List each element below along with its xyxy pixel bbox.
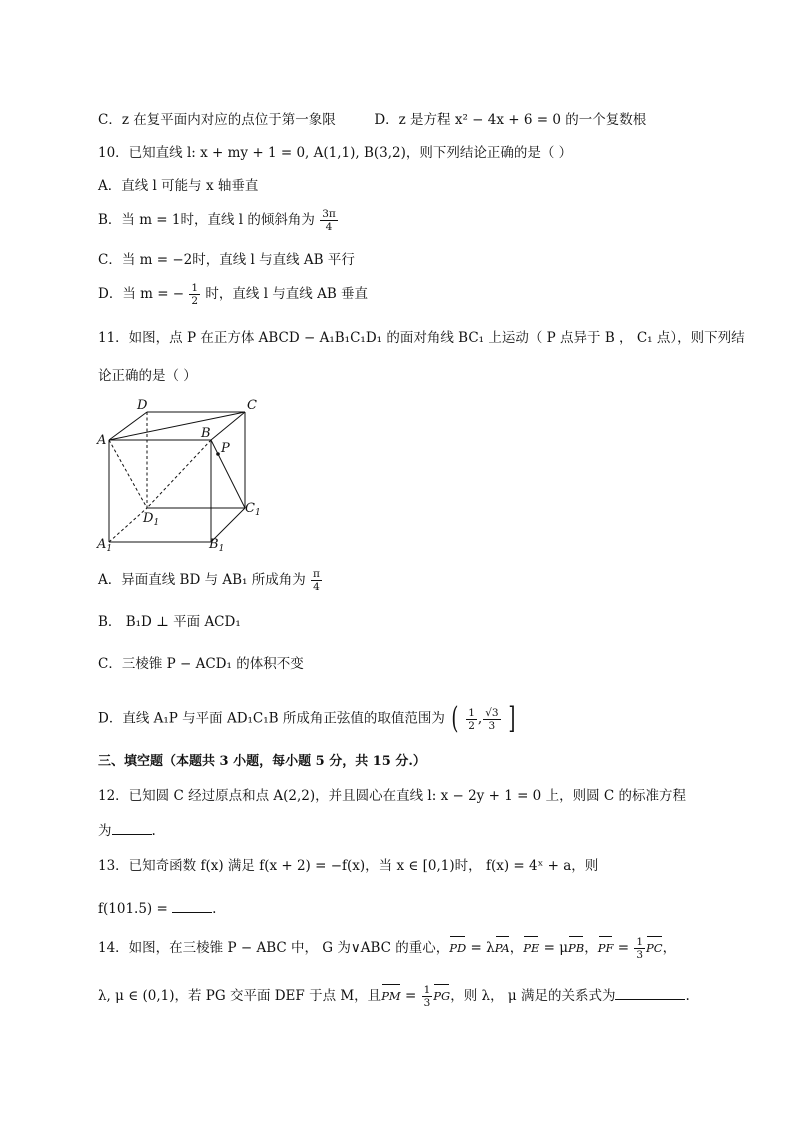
q14-line2 (98, 984, 690, 1009)
q11-option-d-text: D．直线 A₁P 与平面 AD₁C₁B 所成角正弦值的取值范围为 (98, 710, 445, 727)
q14-line2-tail: ，则 λ， μ 满足的关系式为 (450, 988, 616, 1004)
interval-close-bracket: ] (508, 701, 516, 736)
fraction-denominator: 3 (636, 949, 644, 961)
q14-comma2: ， (584, 940, 598, 956)
q14-eq1: = λ (466, 940, 495, 956)
q12-answer-blank[interactable] (112, 820, 152, 835)
vec-pg: PG (433, 986, 450, 1006)
label-b1-letter: B (209, 537, 219, 552)
vec-pe: PE (523, 938, 539, 958)
interval-comma: , (477, 710, 483, 727)
cube-figure (95, 392, 270, 552)
fraction-denominator: 2 (468, 719, 475, 732)
vec-pf: PF (598, 938, 614, 958)
q9-options-row (98, 110, 646, 130)
q13-line2: f(101.5) = . (98, 898, 216, 919)
q14-fraction-1 (634, 936, 645, 961)
label-b1 (208, 537, 224, 552)
q10-option-c: C．当 m = −2时，直线 l 与直线 AB 平行 (98, 252, 355, 268)
interval-upper-fraction (483, 707, 500, 732)
label-d: D (137, 398, 148, 413)
q10-option-b-fraction (320, 208, 338, 233)
q13-line2-text: f(101.5) = (98, 901, 168, 917)
vec-pc: PC (646, 938, 663, 958)
vec-pm: PM (381, 986, 401, 1006)
q9-option-c: C．z 在复平面内对应的点位于第一象限 (98, 112, 336, 128)
label-a1 (96, 537, 112, 552)
q14-comma1: ， (509, 940, 524, 956)
interval-open-paren: ( (451, 701, 459, 736)
fraction-numerator: 1 (636, 936, 644, 948)
vec-pa: PA (495, 938, 510, 958)
label-d1-sub: 1 (153, 518, 160, 528)
q12-line2-text: 为 (98, 823, 112, 839)
q11-option-d (98, 701, 518, 736)
label-d1-letter: D (143, 511, 154, 526)
q14-comma3: ， (662, 940, 677, 956)
q11-option-a-text: A．异面直线 BD 与 AB₁ 所成角为 (98, 572, 306, 588)
q10-option-b-text: B．当 m = 1时，直线 l 的倾斜角为 (98, 212, 315, 228)
label-c1-sub: 1 (254, 508, 261, 518)
q10-option-a: A．直线 l 可能与 x 轴垂直 (98, 178, 259, 194)
q10-option-d (98, 282, 368, 307)
q11-stem-line1: 11．如图，点 P 在正方体 ABCD − A₁B₁C₁D₁ 的面对角线 BC₁ 上运动（ P 点异于 B ， C₁ 点），则下列结 (98, 330, 745, 346)
interval-lower-fraction (466, 707, 477, 732)
edge-bc (211, 412, 245, 440)
fraction-numerator: π (313, 568, 320, 580)
q14-eq4: = (400, 988, 421, 1004)
q11-option-b: B． B₁D ⊥ 平面 ACD₁ (98, 614, 241, 630)
fraction-denominator: 2 (191, 295, 199, 307)
q10-stem: 10．已知直线 l: x + my + 1 = 0, A(1,1), B(3,2)，则下列结论正确的是（ ） (98, 145, 573, 161)
fraction-numerator: 1 (191, 282, 199, 294)
fraction-numerator: 3π (322, 208, 336, 220)
point-p (216, 452, 220, 456)
q14-eq3: = (613, 940, 634, 956)
fraction-numerator: 1 (423, 984, 431, 996)
q9-option-d: D．z 是方程 x² − 4x + 6 = 0 的一个复数根 (374, 112, 647, 128)
fraction-denominator: 3 (423, 997, 431, 1009)
fraction-denominator: 4 (325, 221, 333, 233)
edge-a1d1-hidden (109, 508, 147, 542)
q10-option-d-fraction (189, 282, 200, 307)
fraction-numerator: √3 (485, 706, 499, 719)
q14-line1 (98, 936, 676, 961)
section-3-title: 三、填空题（本题共 3 小题，每小题 5 分，共 15 分.） (98, 754, 426, 769)
q12-line2: 为 . (98, 820, 156, 841)
q14-eq2: = μ (539, 940, 569, 956)
fraction-denominator: 4 (313, 581, 320, 593)
label-d1 (142, 511, 159, 528)
q13-answer-blank[interactable] (172, 898, 212, 913)
label-b1-sub: 1 (218, 544, 225, 552)
q14-line1-text: 14．如图，在三棱锥 P − ABC 中， G 为∨ABC 的重心， (98, 940, 450, 956)
q10-option-d-tail: 时，直线 l 与直线 AB 垂直 (205, 286, 369, 302)
q14-fraction-2 (422, 984, 433, 1009)
label-c1 (245, 501, 261, 518)
label-c: C (247, 398, 257, 413)
fraction-numerator: 1 (468, 706, 475, 719)
fraction-denominator: 3 (488, 719, 496, 732)
q13-line1: 13．已知奇函数 f(x) 满足 f(x + 2) = −f(x)，当 x ∈ [0,1)时， f(x) = 4ˣ + a，则 (98, 858, 599, 874)
label-a1-letter: A (97, 537, 107, 552)
q11-stem-line2: 论正确的是（ ） (98, 368, 197, 384)
q10-option-d-text: D．当 m = − (98, 286, 185, 302)
label-a: A (97, 433, 107, 448)
q11-option-c: C．三棱锥 P − ACD₁ 的体积不变 (98, 656, 304, 672)
q11-option-a-fraction (311, 568, 322, 593)
diag-ad1-hidden (109, 440, 147, 508)
q12-line1: 12．已知圆 C 经过原点和点 A(2,2)，并且圆心在直线 l: x − 2y + 1 = 0 上，则圆 C 的标准方程 (98, 788, 686, 804)
label-c1-letter: C (245, 501, 255, 516)
diag-ac (109, 412, 245, 440)
q14-answer-blank[interactable] (615, 985, 685, 1000)
q14-line2-text: λ, μ ∈ (0,1)，若 PG 交平面 DEF 于点 M，且 (98, 988, 382, 1004)
q11-option-a (98, 568, 323, 593)
q10-option-b (98, 208, 339, 233)
label-p: P (221, 441, 230, 456)
label-b: B (201, 426, 211, 441)
vec-pb: PB (568, 938, 584, 958)
diag-bd1-hidden (147, 440, 211, 508)
label-a1-sub: 1 (106, 544, 113, 552)
vec-pd: PD (449, 938, 466, 958)
q14-end-period: . (685, 988, 690, 1004)
